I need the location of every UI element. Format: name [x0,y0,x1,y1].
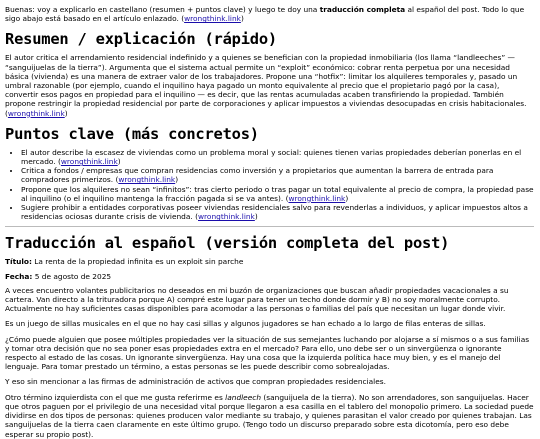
title-label: Título: [5,257,32,267]
paren: ) [240,14,244,24]
translation-paragraph-2: Es un juego de sillas musicales en el que no hay casi sillas y algunos jugadores se han echado a lo largo de filas enteras de sillas. [5,319,486,329]
points-list [5,148,534,222]
divider [5,226,534,227]
list-item-text: El autor describe la escasez de viviendas como un problema moral y social: quienes tienen varias propiedades deberían ponerlas en el mercado. ( [21,147,522,167]
paren: ) [254,212,258,222]
paren: ) [345,193,349,203]
translation-paragraph-4: Y eso sin mencionar a las firmas de administración de activos que compran propiedades residenciales. [5,377,386,387]
date-label: Fecha: [5,271,33,281]
summary-paragraph [5,53,534,117]
list-item [21,185,534,203]
intro-text: Buenas: voy a explicarlo en castellano (resumen + puntos clave) y luego te doy una [5,5,320,14]
emphasis-term: landleech [225,392,262,402]
translation-paragraph-3: ¿Cómo puede alguien que posee múltiples propiedades ver la situación de sus semejantes luchando por alojarse a sí mismos o a sus familias y tomar otra decisión que no sea poner esas propiedades extra en el mercado? Para ello, uno debe ser o un sinvergüenza o ignorante respecto al estado de las cosas. Un ignorante sinvergüenza. Hay una cosa que la izquierda política hace muy bien, y es el manejo del lenguaje. Para tomar prestado un término, a estas personas se les puede describir como sobrealojadas. [5,334,530,372]
paren: ) [117,157,121,167]
intro-bold: traducción completa [319,5,406,14]
post-title [5,257,534,266]
list-item-link[interactable]: wrongthink.link [60,157,118,167]
intro-text-2: al español del post. Todo lo que sigo abajo está basado en el artículo enlazado. ( [5,5,525,24]
list-item-text: Critica a fondos / empresas que compran residencias como inversión y a propietarios que aumentan la barrera de entrada para compradores primerizos. ( [21,166,494,185]
list-item [21,148,534,166]
list-item [21,166,534,184]
summary-link[interactable]: wrongthink.link [7,108,65,118]
translation-heading: Traducción al español (versión completa del post) [5,234,450,253]
post-date [5,272,534,281]
list-item-link[interactable]: wrongthink.link [118,175,176,185]
list-item-link[interactable]: wrongthink.link [288,193,346,203]
translation-paragraph-5 [5,393,534,439]
summary-text: El autor critica el arrendamiento residencial indefinido y a quienes se benefician con la propiedad inmobiliaria (los llama “landleeches” — “sanguijuelas de la tierra”). Argumenta que el sistema actual permite un “exploit” económico: cobrar renta perpetua por una necesidad básica (vivienda) es una manera de extraer valor de los trabajadores. Propone una “hotfix”: limitar los alquileres temporales y, pasado un umbral razonable (por ejemplo, cuando el inquilino haya pagado un monto equivalente al precio que el propietario pagó por la casa), convertir esos pagos en propiedad para el inquilino — es decir, que las rentas acumuladas acaben transfiriendo la propiedad. También propone restringir la propiedad residencial por parte de corporaciones y aplicar impuestos a viviendas desocupadas en crisis habitacionales. ( [5,53,527,118]
list-item [21,203,534,221]
source-link[interactable]: wrongthink.link [184,14,241,24]
paragraph-text: Otro término izquierdista con el que me gusta referirme es [5,392,226,402]
paragraph-text: (sanguijuela de la tierra). No son arrendadores, son sanguijuelas. Hacer que otros paguen por el privilegio de una necesidad vital porque llegaron a esa casilla en el tablero del monopolio primero. La sociedad puede dividirse en dos tipos de personas: quienes producen valor mediante su trabajo, y quienes parasitan el valor creado por quienes trabajan. Las sanguijuelas de la tierra caen claramente en este último grupo. (Tengo todo un discurso preparado sobre esta dicotomía, pero eso debe esperar su propio post). [5,392,534,439]
intro-paragraph [5,5,534,23]
translation-paragraph-1: A veces encuentro volantes publicitarios no deseados en mi buzón de organizaciones que buscan añadir propiedades vacacionales a su cartera. Van directo a la trituradora porque A) compré este lugar para tener un techo donde dormir y B) no soy moralmente corrupto. Actualmente no hay suficientes casas disponibles para acomodar a las personas o familias del país que necesitan un lugar donde vivir. [5,285,509,314]
summary-heading: Resumen / explicación (rápido) [5,30,277,49]
paren: ) [64,108,68,118]
list-item-text: Propone que los alquileres no sean “infinitos”: tras cierto periodo o tras pagar un total equivalente al precio de compra, la propiedad pase al inquilino (o el inquilino mantenga la fracción pagada si se va antes). ( [21,184,534,203]
date-value: 5 de agosto de 2025 [32,271,112,281]
points-heading: Puntos clave (más concretos) [5,124,259,143]
list-item-text: Sugiere prohibir a entidades corporativas poseer viviendas residenciales salvo para revenderlas a individuos, y aplicar impuestos altos a residencias ociosas durante crisis de vivienda. ( [21,203,528,222]
paren: ) [175,175,179,185]
title-value: La renta de la propiedad infinita es un exploit sin parche [31,257,244,267]
list-item-link[interactable]: wrongthink.link [198,212,255,222]
